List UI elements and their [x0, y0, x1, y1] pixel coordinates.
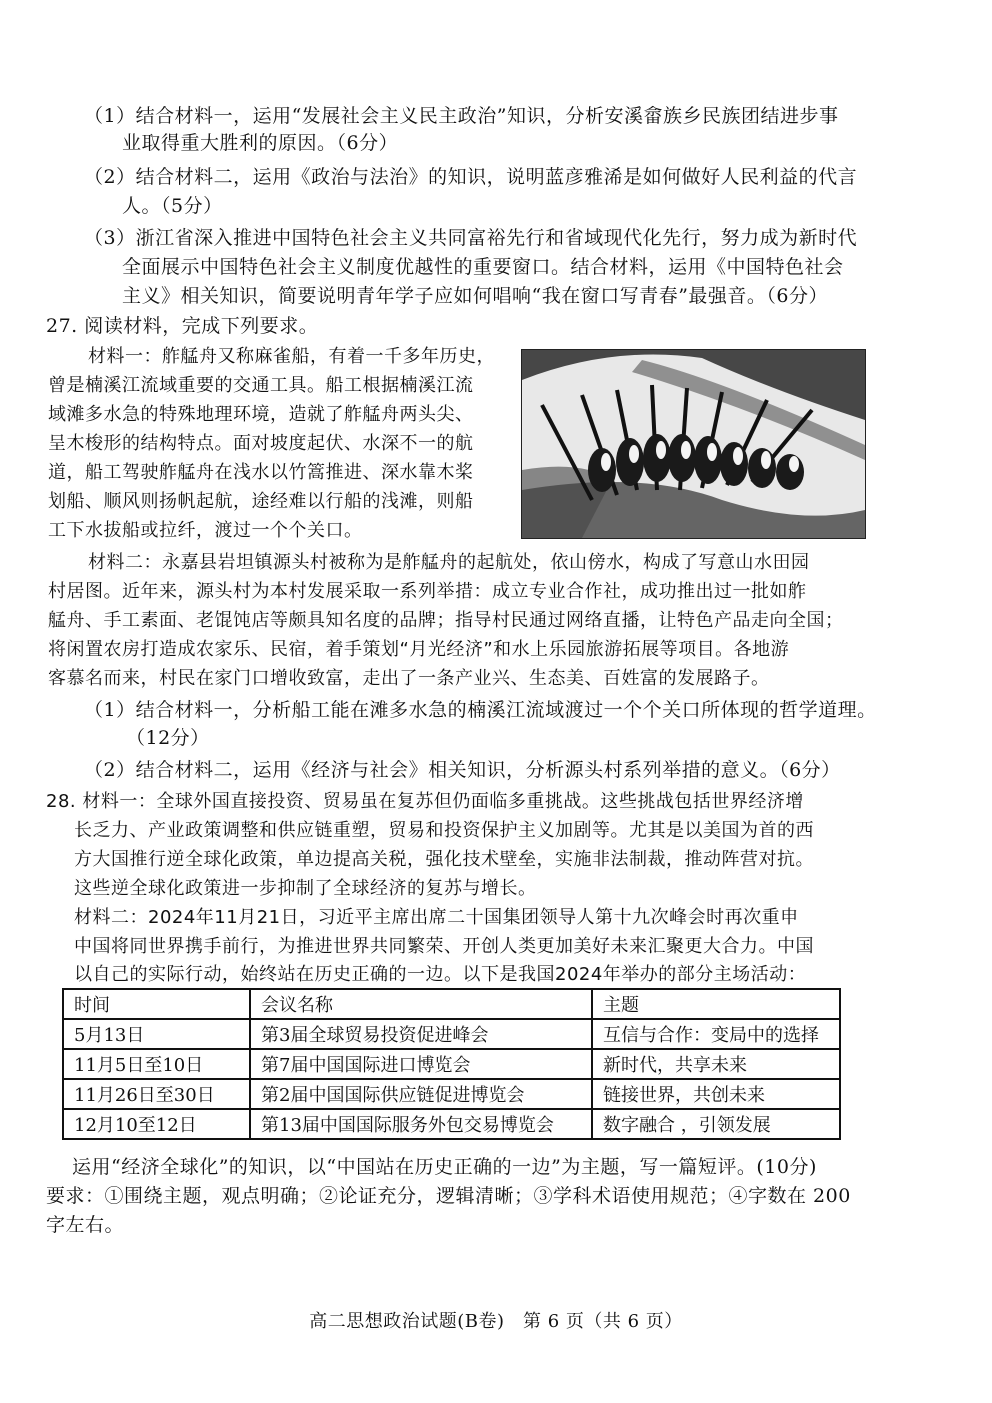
q27-material1-line1: 材料一：舴艋舟又称麻雀船，有着一千多年历史，	[88, 346, 495, 367]
q27-material2-line5: 客慕名而来，村民在家门口增收致富，走出了一条产业兴、生态美、百姓富的发展路子。	[48, 668, 770, 689]
q27-sub2: （2）结合材料二，运用《经济与社会》相关知识，分析源头村系列举措的意义。（6分）	[84, 759, 841, 781]
table-cell: 链接世界，共创未来	[592, 1079, 840, 1109]
table-cell: 11月5日至10日	[63, 1049, 250, 1079]
q27-material1-line7: 工下水拔船或拉纤，渡过一个个关口。	[48, 520, 363, 541]
table-cell: 第2届中国国际供应链促进博览会	[250, 1079, 592, 1109]
q26-sub3-line2: 全面展示中国特色社会主义制度优越性的重要窗口。结合材料，运用《中国特色社会	[122, 256, 844, 278]
q27-material2-line2: 村居图。近年来，源头村为本村发展采取一系列举措：成立专业合作社，成功推出过一批如舴	[48, 581, 807, 602]
q27-material1-line2: 曾是楠溪江流域重要的交通工具。船工根据楠溪江流	[48, 375, 474, 396]
table-row	[63, 1109, 840, 1139]
q28-task-line1: 运用“经济全球化”的知识，以“中国站在历史正确的一边”为主题，写一篇短评。(10分)	[72, 1156, 817, 1178]
q28-task-line2: 要求：①围绕主题，观点明确；②论证充分，逻辑清晰；③学科术语使用规范；④字数在 200	[46, 1185, 851, 1207]
q27-sub1-line1: （1）结合材料一，分析船工能在滩多水急的楠溪江流域渡过一个个关口所体现的哲学道理。	[84, 699, 877, 721]
boats-photo	[521, 349, 866, 539]
q26-sub1-line1: （1）结合材料一，运用“发展社会主义民主政治”知识，分析安溪畲族乡民族团结进步事	[84, 105, 839, 127]
q27-title: 27. 阅读材料，完成下列要求。	[46, 315, 319, 337]
q26-sub1-line2: 业取得重大胜利的原因。（6分）	[122, 132, 399, 154]
table-cell: 数字融合 ，引领发展	[592, 1109, 840, 1139]
q27-material2-line1: 材料二：永嘉县岩坦镇源头村被称为是舴艋舟的起航处，依山傍水，构成了写意山水田园	[88, 552, 810, 573]
table-header-cell: 时间	[63, 989, 250, 1019]
q26-sub3-line1: （3）浙江省深入推进中国特色社会主义共同富裕先行和省域现代化先行，努力成为新时代	[84, 227, 858, 249]
q26-sub2-line1: （2）结合材料二，运用《政治与法治》的知识，说明蓝彦雅浠是如何做好人民利益的代言	[84, 166, 858, 188]
table-header-row	[63, 989, 840, 1019]
q27-material1-line4: 呈木梭形的结构特点。面对坡度起伏、水深不一的航	[48, 433, 474, 454]
q26-sub3-line3: 主义》相关知识，简要说明青年学子应如何唱响“我在窗口写青春”最强音。（6分）	[122, 285, 829, 307]
table-cell: 12月10至12日	[63, 1109, 250, 1139]
table-cell: 新时代，共享未来	[592, 1049, 840, 1079]
table-row	[63, 1019, 840, 1049]
q28-material2-line3: 以自己的实际行动，始终站在历史正确的一边。以下是我国2024年举办的部分主场活动：	[74, 964, 807, 985]
q28-task-line3: 字左右。	[46, 1214, 125, 1236]
q28-material1-line1: 28. 材料一：全球外国直接投资、贸易虽在复苏但仍面临多重挑战。这些挑战包括世界经济增	[46, 791, 804, 812]
page-footer: 高二思想政治试题(B卷) 第 6 页（共 6 页）	[309, 1311, 683, 1332]
q27-material1-line3: 域滩多水急的特殊地理环境，造就了舴艋舟两头尖、	[48, 404, 474, 425]
q28-material1-line3: 方大国推行逆全球化政策，单边提高关税，强化技术壁垒，实施非法制裁，推动阵营对抗。	[74, 849, 814, 870]
q28-material2-line2: 中国将同世界携手前行，为推进世界共同繁荣、开创人类更加美好未来汇聚更大合力。中国	[74, 936, 814, 957]
q27-material1-line5: 道，船工驾驶舴艋舟在浅水以竹篙推进、深水靠木桨	[48, 462, 474, 483]
table-header-cell: 主题	[592, 989, 840, 1019]
q27-sub1-line2: （12分）	[126, 727, 210, 749]
q27-material2-line3: 艋舟、手工素面、老馄饨店等颇具知名度的品牌；指导村民通过网络直播，让特色产品走向全国；	[48, 610, 844, 631]
table-cell: 第7届中国国际进口博览会	[250, 1049, 592, 1079]
q28-material1-line4: 这些逆全球化政策进一步抑制了全球经济的复苏与增长。	[74, 878, 537, 899]
table-header-cell: 会议名称	[250, 989, 592, 1019]
q28-material2-line1: 材料二：2024年11月21日，习近平主席出席二十国集团领导人第十九次峰会时再次重申	[74, 907, 799, 928]
q27-material1-line6: 划船、顺风则扬帆起航，途经难以行船的浅滩，则船	[48, 491, 474, 512]
table-cell: 5月13日	[63, 1019, 250, 1049]
table-row	[63, 1049, 840, 1079]
q28-material1-line2: 长乏力、产业政策调整和供应链重塑，贸易和投资保护主义加剧等。尤其是以美国为首的西	[74, 820, 814, 841]
table-cell: 第13届中国国际服务外包交易博览会	[250, 1109, 592, 1139]
events-table	[62, 988, 841, 1140]
q26-sub2-line2: 人。（5分）	[122, 195, 223, 217]
table-cell: 11月26日至30日	[63, 1079, 250, 1109]
table-row	[63, 1079, 840, 1109]
table-cell: 互信与合作：变局中的选择	[592, 1019, 840, 1049]
q27-material2-line4: 将闲置农房打造成农家乐、民宿，着手策划“月光经济”和水上乐园旅游拓展等项目。各地游	[48, 639, 790, 660]
table-cell: 第3届全球贸易投资促进峰会	[250, 1019, 592, 1049]
